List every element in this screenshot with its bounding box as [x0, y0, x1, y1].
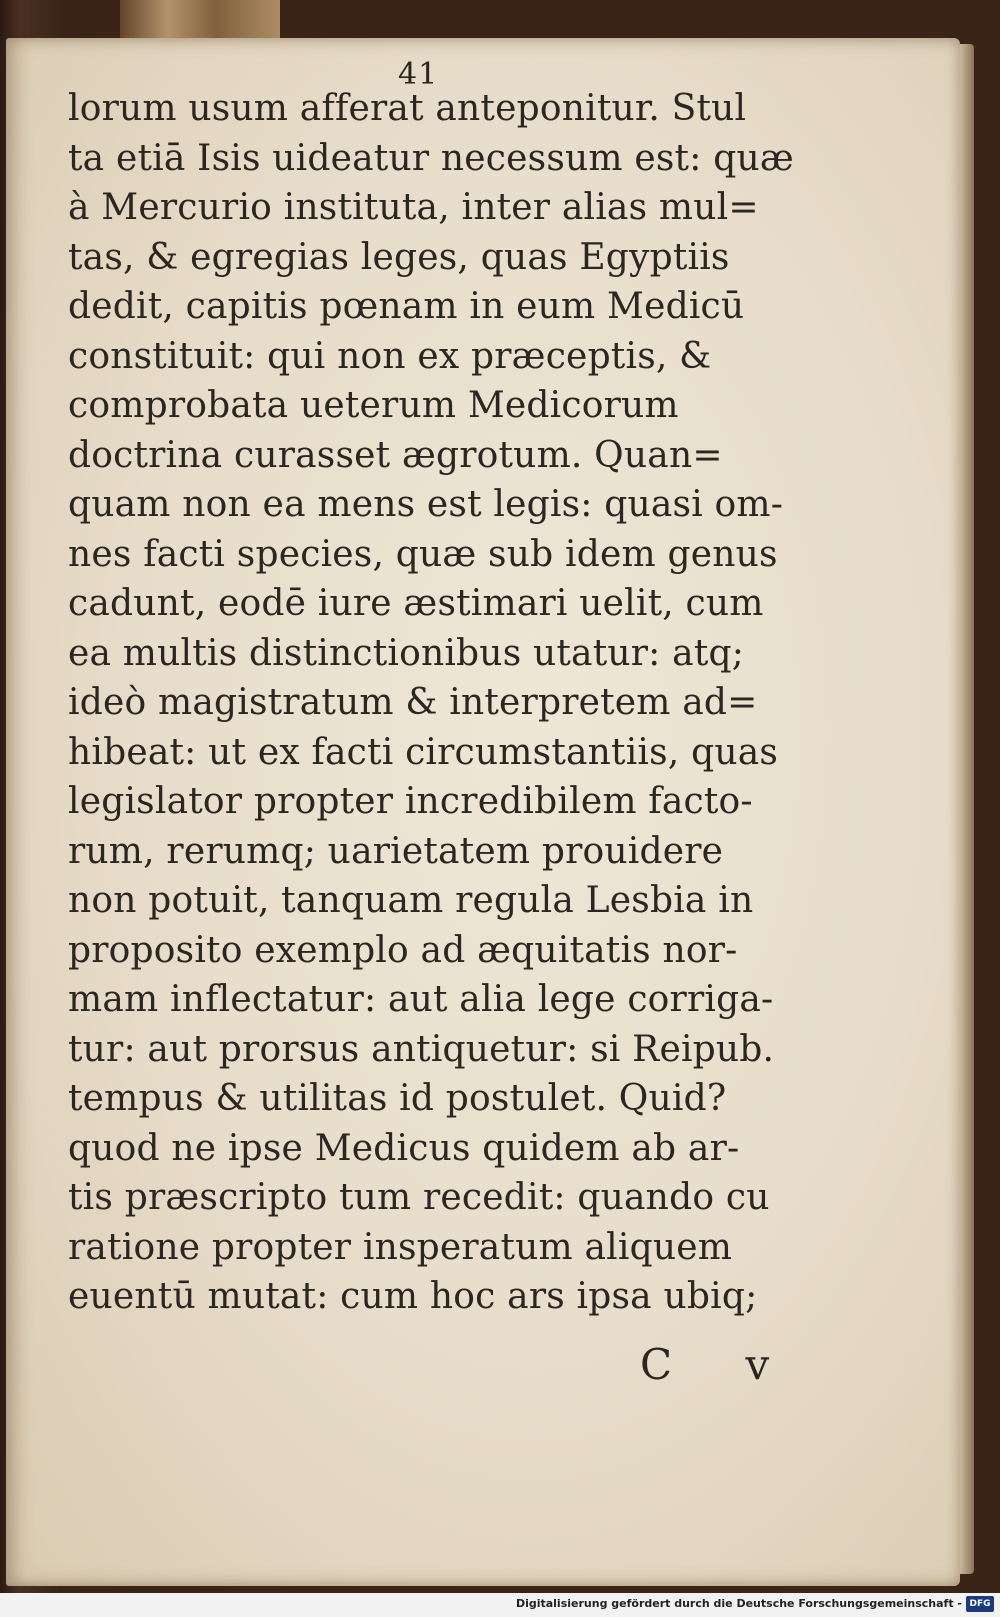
text-line: hibeat: ut ex facti circumstantiis, quas — [68, 731, 779, 773]
text-line: proposito exemplo ad æquitatis nor- — [68, 929, 738, 971]
text-line: tas, & egregias leges, quas Egyptiis — [68, 236, 730, 278]
dfg-logo: DFG — [966, 1596, 994, 1612]
footer-bar — [0, 1593, 1000, 1617]
page-edge — [960, 44, 974, 1574]
text-line: constituit: qui non ex præceptis, & — [68, 335, 712, 377]
text-line: nes facti species, quæ sub idem genus — [68, 533, 778, 575]
text-line: comprobata ueterum Medicorum — [68, 385, 679, 426]
footer-credit: Digitalisierung gefördert durch die Deutsche Forschungsgemeinschaft - — [515, 1597, 962, 1610]
text-line: ratione propter insperatum aliquem — [68, 1226, 733, 1268]
text-line: non potuit, tanquam regula Lesbia in — [68, 880, 754, 921]
text-line: mam inflectatur: aut alia lege corriga- — [68, 979, 774, 1020]
text-line: tempus & utilitas id postulet. Quid? — [68, 1078, 727, 1119]
text-line: rum, rerumq; uarietatem prouidere — [68, 830, 724, 872]
text-line: ideò magistratum & interpretem ad= — [68, 682, 758, 723]
page-number: 41 — [398, 57, 439, 92]
text-line: euentū mutat: cum hoc ars ipsa ubiq; — [68, 1276, 758, 1317]
text-line: quod ne ipse Medicus quidem ab ar- — [68, 1127, 740, 1169]
text-line: à Mercurio instituta, inter alias mul= — [68, 187, 759, 228]
text-line: tur: aut prorsus antiquetur: si Reipub. — [68, 1028, 775, 1070]
text-block — [68, 84, 798, 1322]
signature-mark: C v — [640, 1340, 800, 1389]
text-line: cadunt, eodē iure æstimari uelit, cum — [68, 583, 764, 624]
text-line: legislator propter incredibilem facto- — [68, 781, 753, 822]
text-line: lorum usum afferat anteponitur. Stul — [68, 88, 747, 129]
text-line: ea multis distinctionibus utatur: atq; — [68, 632, 745, 674]
text-line: dedit, capitis pœnam in eum Medicū — [68, 286, 745, 327]
text-line: ta etiā Isis uideatur necessum est: quæ — [68, 137, 794, 179]
text-line: doctrina curasset ægrotum. Quan= — [68, 434, 723, 476]
text-line: tis præscripto tum recedit: quando cu — [68, 1177, 770, 1218]
book-spine-top — [120, 0, 280, 38]
text-line: quam non ea mens est legis: quasi om- — [68, 484, 784, 525]
